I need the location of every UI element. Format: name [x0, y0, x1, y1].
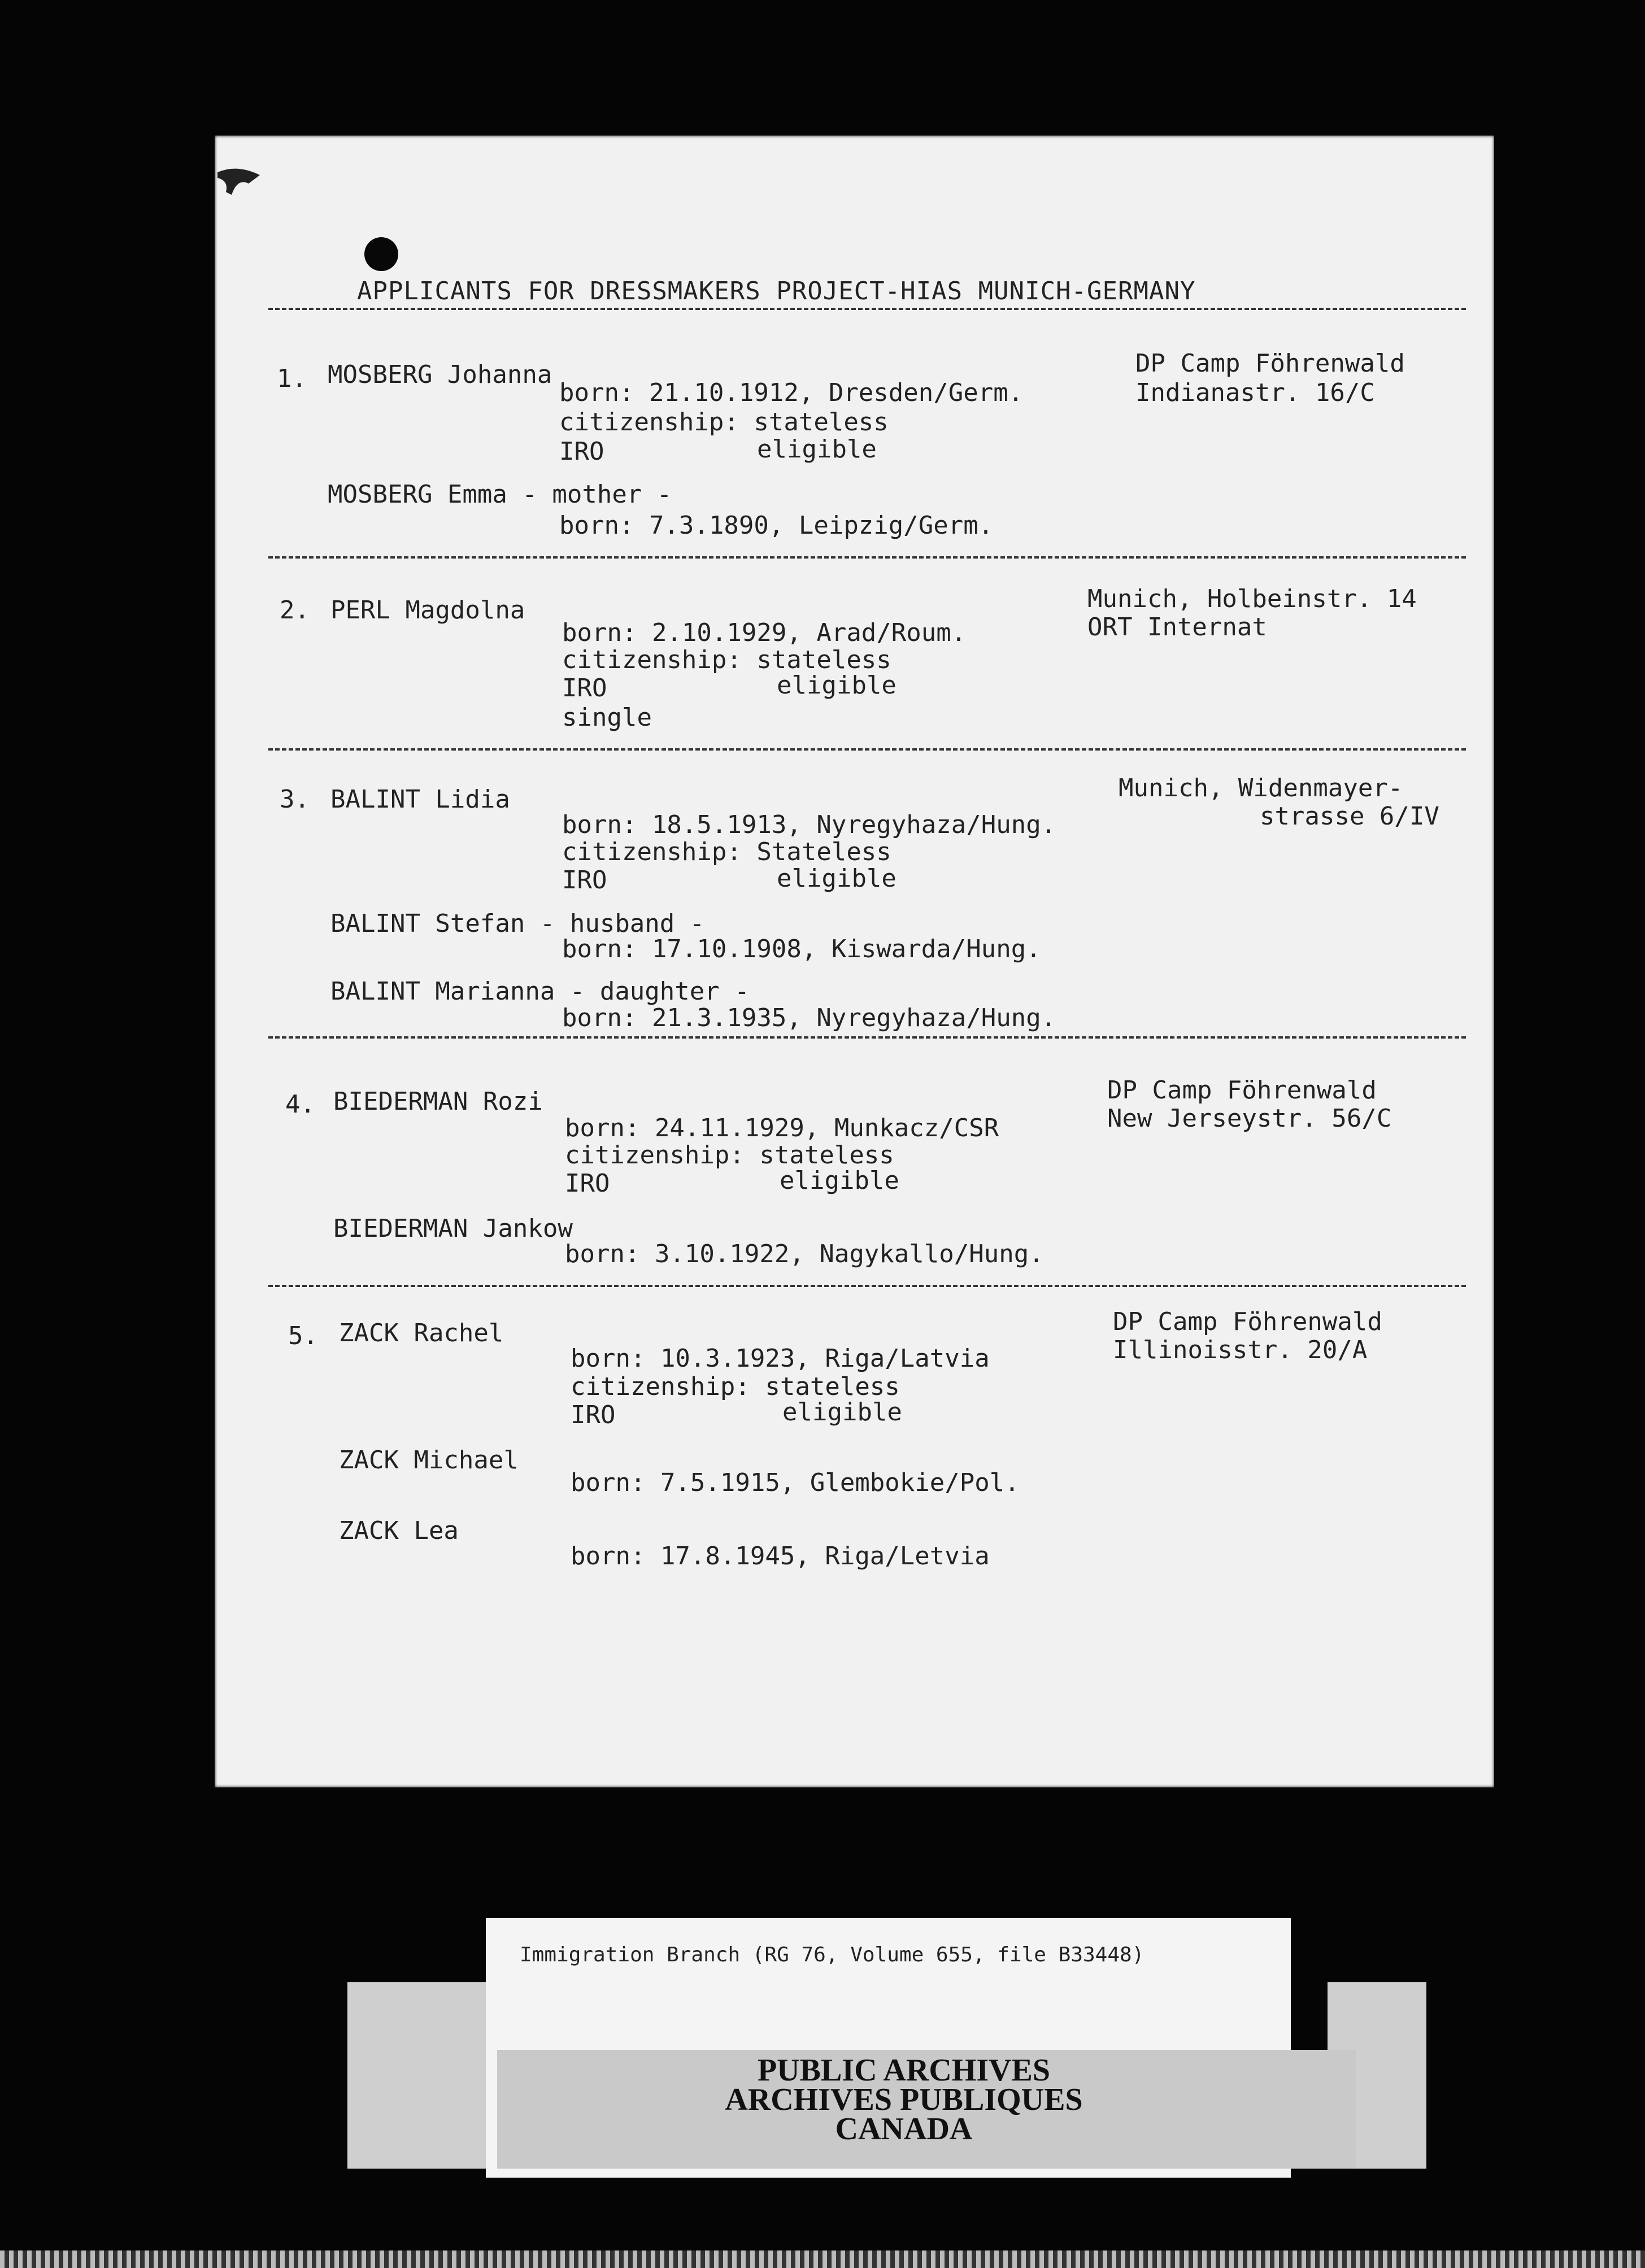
- film-edge: [0, 2250, 1645, 2268]
- address-line-1: Munich, Holbeinstr. 14: [1087, 585, 1417, 613]
- divider: [268, 1036, 1466, 1039]
- citizenship: citizenship: Stateless: [562, 838, 891, 866]
- archive-reference: Immigration Branch (RG 76, Volume 655, file B33448): [520, 1943, 1144, 1966]
- address-line-2: Indianastr. 16/C: [1135, 378, 1375, 407]
- iro-label: IRO: [562, 674, 607, 703]
- birth-info: born: 24.11.1929, Munkacz/CSR: [565, 1114, 999, 1142]
- address-line-2: strasse 6/IV: [1260, 802, 1439, 831]
- ink-smudge: [215, 161, 282, 200]
- applicant-name: BIEDERMAN Rozi: [333, 1087, 543, 1116]
- relative-birth: born: 3.10.1922, Nagykallo/Hung.: [565, 1240, 1044, 1268]
- entry-number: 3.: [280, 785, 310, 814]
- divider: [268, 1285, 1466, 1287]
- address-line-1: Munich, Widenmayer-: [1119, 774, 1403, 802]
- entry-number: 4.: [285, 1090, 315, 1119]
- divider: [268, 308, 1466, 310]
- divider: [268, 556, 1466, 559]
- relative-birth: born: 21.3.1935, Nyregyhaza/Hung.: [562, 1004, 1056, 1032]
- divider: [268, 748, 1466, 751]
- tape-left: [347, 1982, 486, 2169]
- stamp-line: PUBLIC ARCHIVES: [757, 2053, 1051, 2088]
- applicant-name: ZACK Rachel: [339, 1319, 504, 1347]
- citizenship: citizenship: stateless: [571, 1372, 900, 1401]
- address-line-2: ORT Internat: [1087, 613, 1267, 642]
- document-page: [215, 136, 1494, 1787]
- stamp-line: ARCHIVES PUBLIQUES: [725, 2082, 1083, 2117]
- entry-number: 2.: [280, 596, 310, 625]
- archives-stamp: [621, 2053, 1186, 2147]
- relative-name: BALINT Marianna - daughter -: [330, 977, 750, 1006]
- relative-name: BIEDERMAN Jankow: [333, 1214, 573, 1243]
- document-title: APPLICANTS FOR DRESSMAKERS PROJECT-HIAS MUNICH-GERMANY: [357, 277, 1196, 306]
- stamp-line: CANADA: [835, 2112, 973, 2147]
- citizenship: citizenship: stateless: [565, 1141, 894, 1170]
- iro-status: eligible: [777, 864, 897, 893]
- relative-birth: born: 17.10.1908, Kiswarda/Hung.: [562, 935, 1041, 963]
- relative-name: ZACK Lea: [339, 1516, 459, 1545]
- entry-number: 1.: [277, 364, 307, 393]
- iro-status: eligible: [757, 435, 877, 464]
- address-line-1: DP Camp Föhrenwald: [1107, 1076, 1377, 1105]
- iro-label: IRO: [562, 866, 607, 895]
- applicant-name: BALINT Lidia: [330, 785, 510, 814]
- address-line-1: DP Camp Föhrenwald: [1135, 349, 1405, 378]
- punch-hole: [364, 237, 398, 271]
- iro-status: eligible: [782, 1398, 902, 1427]
- address-line-2: New Jerseystr. 56/C: [1107, 1104, 1392, 1133]
- relative-name: BALINT Stefan - husband -: [330, 909, 705, 938]
- entry-number: 5.: [288, 1321, 318, 1350]
- address-line-1: DP Camp Föhrenwald: [1113, 1307, 1382, 1336]
- citizenship: citizenship: stateless: [559, 408, 889, 437]
- iro-label: IRO: [565, 1169, 610, 1198]
- birth-info: born: 2.10.1929, Arad/Roum.: [562, 618, 967, 647]
- birth-info: born: 21.10.1912, Dresden/Germ.: [559, 378, 1024, 407]
- iro-status: eligible: [777, 671, 897, 700]
- relative-name: MOSBERG Emma - mother -: [328, 480, 672, 509]
- citizenship: citizenship: stateless: [562, 645, 891, 674]
- relative-birth: born: 7.3.1890, Leipzig/Germ.: [559, 511, 994, 540]
- relative-birth: born: 7.5.1915, Glembokie/Pol.: [571, 1468, 1020, 1497]
- relative-birth: born: 17.8.1945, Riga/Letvia: [571, 1542, 990, 1571]
- iro-status: eligible: [780, 1166, 899, 1195]
- birth-info: born: 18.5.1913, Nyregyhaza/Hung.: [562, 810, 1056, 839]
- marital-status: single: [562, 703, 652, 732]
- applicant-name: MOSBERG Johanna: [328, 360, 552, 389]
- relative-name: ZACK Michael: [339, 1446, 519, 1475]
- address-line-2: Illinoisstr. 20/A: [1113, 1336, 1368, 1364]
- iro-label: IRO: [559, 437, 604, 466]
- applicant-name: PERL Magdolna: [330, 596, 525, 625]
- iro-label: IRO: [571, 1401, 616, 1429]
- birth-info: born: 10.3.1923, Riga/Latvia: [571, 1344, 990, 1373]
